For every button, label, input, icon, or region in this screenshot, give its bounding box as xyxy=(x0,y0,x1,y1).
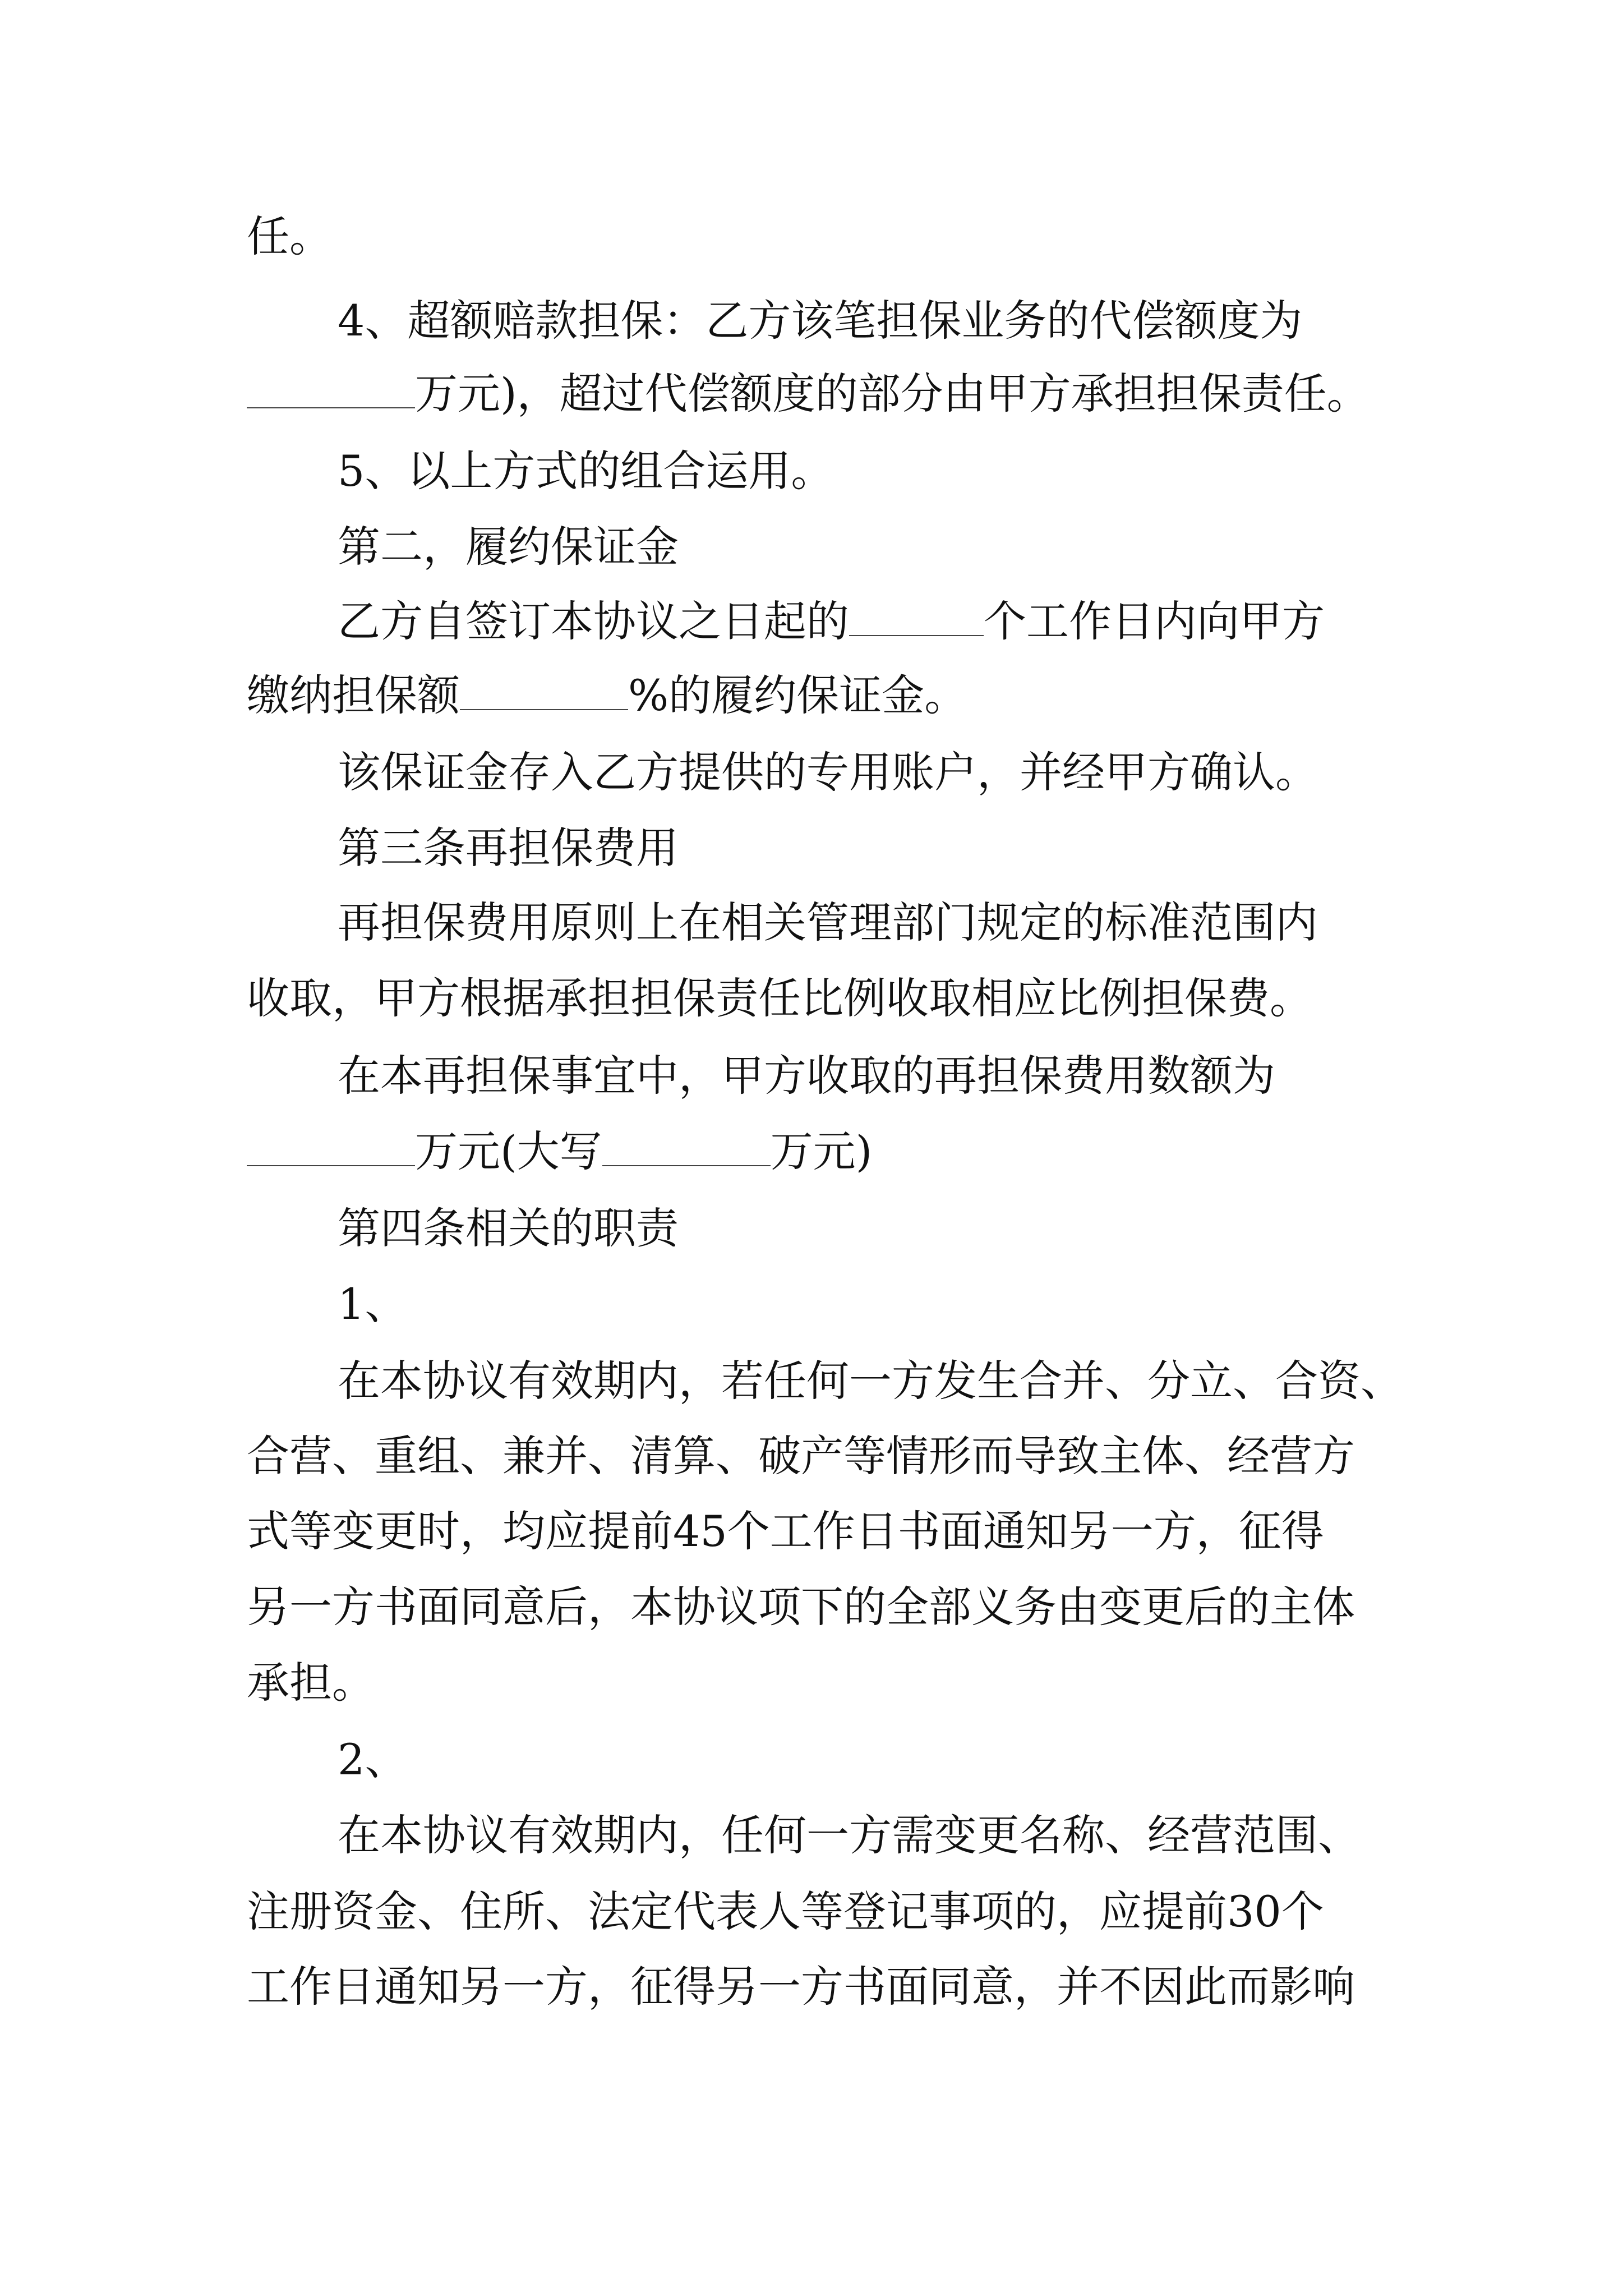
line-text: 任。 xyxy=(247,211,332,261)
line-text: 乙方自签订本协议之日起的 xyxy=(338,596,849,646)
paragraph-line xyxy=(338,293,1302,349)
section-heading xyxy=(338,1200,679,1257)
heading-text: 第三条再担保费用 xyxy=(338,823,679,873)
fill-in-blank[interactable] xyxy=(247,1126,415,1166)
paragraph-line xyxy=(338,443,833,499)
line-text: 万元) xyxy=(770,1126,873,1176)
list-number xyxy=(338,1732,407,1788)
line-text: 缴纳担保额 xyxy=(247,670,460,720)
paragraph-line xyxy=(247,209,332,265)
fill-in-blank[interactable] xyxy=(247,368,415,408)
paragraph-line xyxy=(247,668,967,724)
line-text: 1、 xyxy=(338,1279,408,1329)
line-text: 4、超额赔款担保：乙方该笔担保业务的代偿额度为 xyxy=(338,296,1303,346)
line-text: 再担保费用原则上在相关管理部门规定的标准范围内 xyxy=(338,898,1318,947)
line-text: 万元)，超过代偿额度的部分由甲方承担担保责任。 xyxy=(415,369,1370,418)
line-text: 另一方书面同意后，本协议项下的全部义务由变更后的主体 xyxy=(247,1582,1355,1632)
line-text: 万元(大写 xyxy=(415,1126,602,1176)
paragraph-line xyxy=(247,1579,1355,1635)
paragraph-line xyxy=(247,1124,872,1180)
line-text: 工作日通知另一方，征得另一方书面同意，并不因此而影响 xyxy=(247,1962,1355,2012)
paragraph-line xyxy=(247,1428,1355,1484)
section-heading xyxy=(338,519,679,575)
list-number xyxy=(338,1276,407,1332)
paragraph-line xyxy=(247,1884,1324,1940)
section-heading xyxy=(338,820,679,876)
paragraph-line xyxy=(338,593,1325,650)
line-text: 个工作日内向甲方 xyxy=(984,596,1325,646)
fill-in-blank[interactable] xyxy=(602,1126,771,1166)
paragraph-line xyxy=(338,895,1318,951)
line-text: 收取，甲方根据承担担保责任比例收取相应比例担保费。 xyxy=(247,973,1312,1023)
paragraph-line xyxy=(338,744,1318,800)
line-text: %的履约保证金。 xyxy=(628,670,967,720)
line-text: 在本协议有效期内，任何一方需变更名称、经营范围、 xyxy=(338,1810,1361,1860)
paragraph-line xyxy=(247,1959,1355,2015)
line-text: 合营、重组、兼并、清算、破产等情形而导致主体、经营方 xyxy=(247,1431,1355,1481)
line-text: 承担。 xyxy=(247,1658,375,1708)
line-text: 式等变更时，均应提前45个工作日书面通知另一方，征得 xyxy=(247,1506,1324,1556)
paragraph-line xyxy=(247,1655,375,1711)
line-text: 该保证金存入乙方提供的专用账户，并经甲方确认。 xyxy=(338,747,1318,797)
paragraph-line xyxy=(338,1807,1361,1864)
fill-in-blank[interactable] xyxy=(849,596,984,636)
line-text: 注册资金、住所、法定代表人等登记事项的，应提前30个 xyxy=(247,1887,1324,1936)
fill-in-blank[interactable] xyxy=(460,670,628,710)
heading-text: 第四条相关的职责 xyxy=(338,1203,679,1253)
paragraph-line xyxy=(338,1048,1275,1104)
line-text: 在本协议有效期内，若任何一方发生合并、分立、合资、 xyxy=(338,1356,1403,1406)
paragraph-line xyxy=(338,1353,1403,1409)
paragraph-line xyxy=(247,970,1312,1027)
line-text: 在本再担保事宜中，甲方收取的再担保费用数额为 xyxy=(338,1051,1275,1101)
paragraph-line xyxy=(247,1503,1324,1559)
line-text: 2、 xyxy=(338,1734,408,1784)
paragraph-line xyxy=(247,366,1370,422)
line-text: 5、以上方式的组合运用。 xyxy=(338,446,834,496)
heading-text: 第二，履约保证金 xyxy=(338,522,679,572)
